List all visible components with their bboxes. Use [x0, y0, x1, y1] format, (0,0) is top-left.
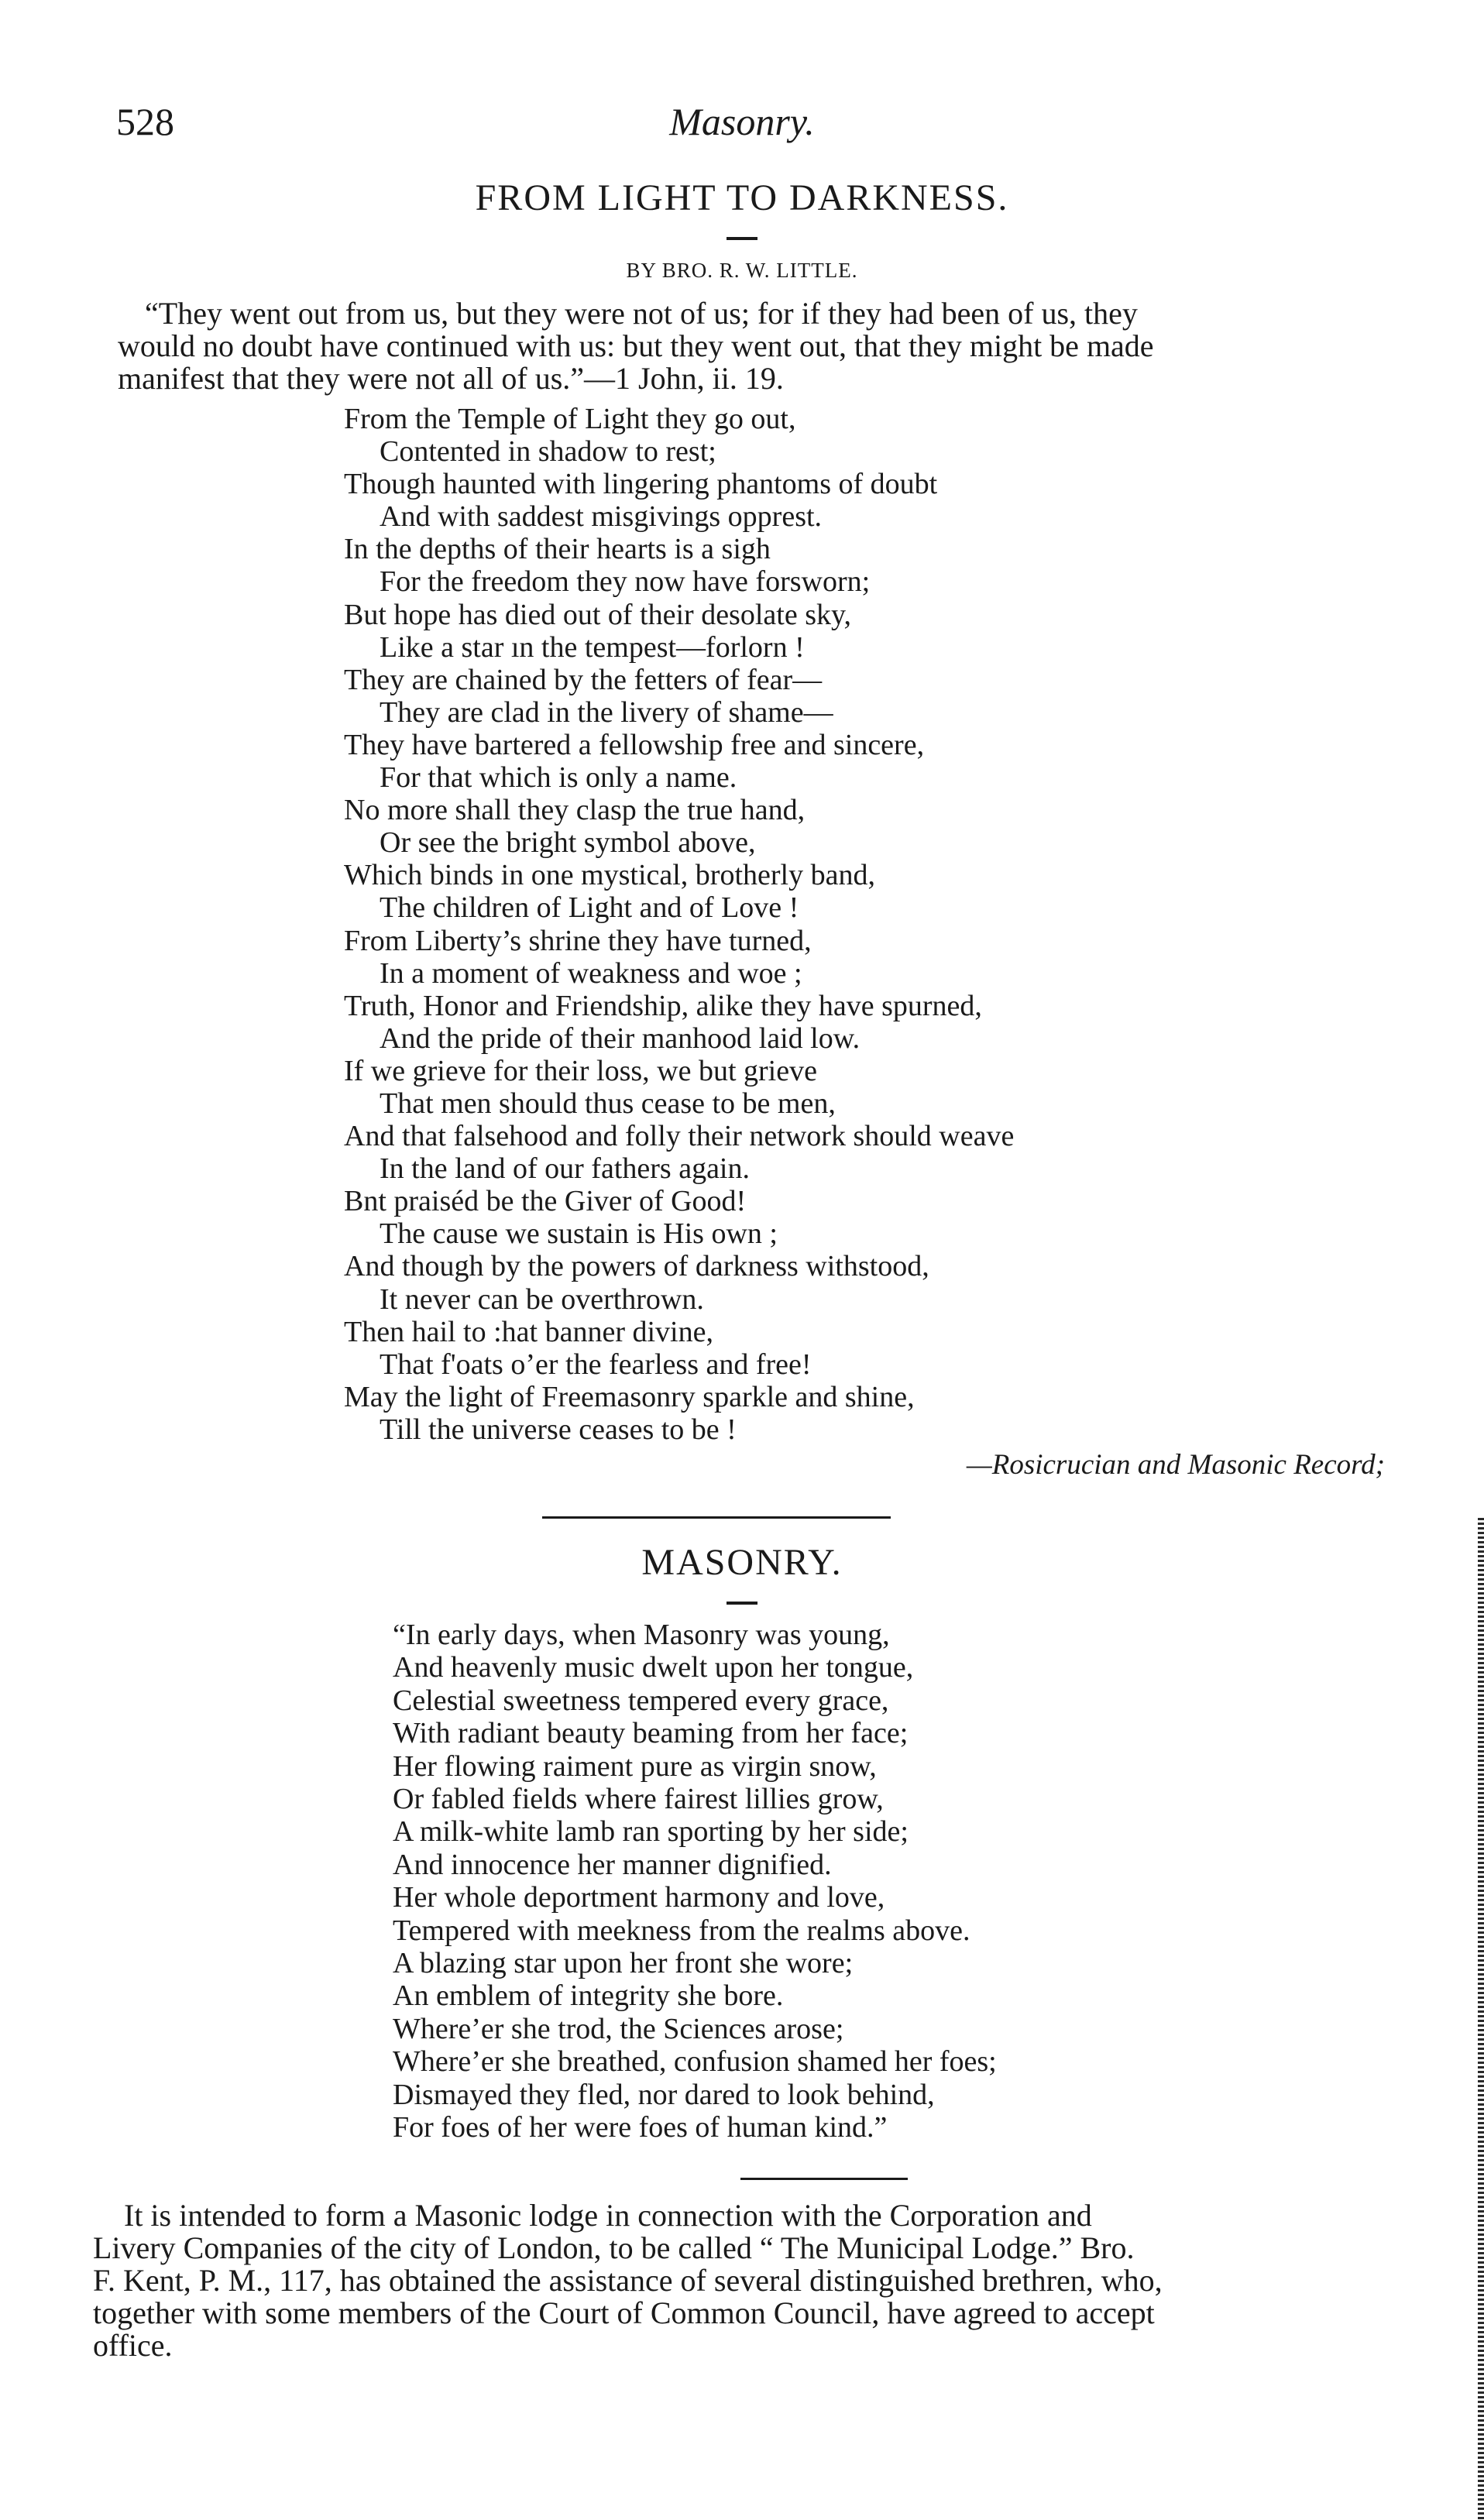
epigraph-line: would no doubt have continued with us: but they went out, that they might be made — [118, 328, 1154, 363]
verse-line: Where’er she breathed, confusion shamed her foes; — [393, 2045, 997, 2079]
article-title: FROM LIGHT TO DARKNESS. — [475, 177, 1009, 218]
note-line: F. Kent, P. M., 117, has obtained the assistance of several distinguished brethren, who, — [93, 2263, 1163, 2298]
verse-line: Till the universe ceases to be ! — [380, 1413, 737, 1446]
verse-line: For that which is only a name. — [380, 761, 737, 795]
verse-line: That f'oats o’er the fearless and free! — [380, 1348, 812, 1381]
verse-line: And with saddest misgivings opprest. — [380, 500, 823, 534]
verse-line: “In early days, when Masonry was young, — [393, 1619, 890, 1651]
note-line: office. — [93, 2328, 173, 2363]
verse-line: They are chained by the fetters of fear— — [344, 663, 823, 696]
verse-line: But hope has died out of their desolate sky, — [344, 598, 852, 631]
verse-line: Which binds in one mystical, brotherly band, — [344, 859, 875, 892]
verse-line: Bnt praiséd be the Giver of Good! — [344, 1185, 747, 1218]
note-line: It is intended to form a Masonic lodge in connection with the Corporation and — [124, 2198, 1092, 2233]
verse-line: A blazing star upon her front she wore; — [393, 1947, 854, 1980]
verse-line: And though by the powers of darkness withstood, — [344, 1250, 929, 1283]
verse-line: Then hail to :hat banner divine, — [344, 1315, 713, 1348]
verse-line: They are clad in the livery of shame— — [380, 695, 833, 729]
verse-line: And the pride of their manhood laid low. — [380, 1021, 861, 1055]
verse-line: And heavenly music dwelt upon her tongue, — [393, 1651, 914, 1684]
verse-line: In the depths of their hearts is a sigh — [344, 533, 771, 566]
poem-verse — [344, 403, 1351, 1446]
title-dash — [727, 1602, 757, 1605]
section-divider — [740, 2178, 908, 2180]
page-binding-edge — [1478, 1518, 1484, 2520]
verse-line: With radiant beauty beaming from her face; — [393, 1717, 909, 1750]
epigraph — [118, 297, 1388, 395]
title-dash — [727, 237, 757, 240]
poem-verse — [393, 1619, 1400, 2144]
verse-line: They have bartered a fellowship free and sincere, — [344, 728, 925, 761]
verse-line: That men should thus cease to be men, — [380, 1087, 836, 1120]
byline: BY BRO. R. W. LITTLE. — [626, 259, 858, 282]
note-line: Livery Companies of the city of London, to be called “ The Municipal Lodge.” Bro. — [93, 2230, 1135, 2265]
verse-line: For the freedom they now have forsworn; — [380, 565, 871, 599]
verse-line: A milk-white lamb ran sporting by her side; — [393, 1815, 909, 1849]
running-title: Masonry. — [669, 100, 815, 143]
verse-line: In the land of our fathers again. — [380, 1152, 750, 1186]
verse-line: An emblem of integrity she bore. — [393, 1979, 784, 2013]
verse-line: Dismayed they fled, nor dared to look behind, — [393, 2078, 935, 2111]
verse-line: For foes of her were foes of human kind.” — [393, 2111, 888, 2144]
verse-line: The children of Light and of Love ! — [380, 891, 799, 925]
verse-line: Or see the bright symbol above, — [380, 826, 756, 860]
verse-line: Like a star ın the tempest—forlorn ! — [380, 630, 805, 664]
article-title: MASONRY. — [641, 1542, 843, 1583]
verse-line: The cause we sustain is His own ; — [380, 1217, 778, 1251]
note-line: together with some members of the Court of Common Council, have agreed to accept — [93, 2295, 1155, 2330]
verse-line: Contented in shadow to rest; — [380, 435, 716, 469]
page-number: 528 — [116, 100, 174, 143]
verse-line: Truth, Honor and Friendship, alike they have spurned, — [344, 989, 982, 1022]
verse-line: Tempered with meekness from the realms above. — [393, 1914, 970, 1947]
verse-line: Her flowing raiment pure as virgin snow, — [393, 1749, 877, 1783]
epigraph-line: “They went out from us, but they were not of us; for if they had been of us, they — [145, 296, 1138, 331]
verse-line: Or fabled fields where fairest lillies grow, — [393, 1783, 884, 1816]
verse-line: Her whole deportment harmony and love, — [393, 1881, 885, 1914]
verse-line: It never can be overthrown. — [380, 1282, 704, 1316]
verse-line: Though haunted with lingering phantoms of doubt — [344, 468, 938, 501]
verse-line: Celestial sweetness tempered every grace, — [393, 1684, 889, 1717]
epigraph-line: manifest that they were not all of us.”—1 John, ii. 19. — [118, 361, 784, 396]
verse-line: No more shall they clasp the true hand, — [344, 794, 806, 827]
verse-line: And that falsehood and folly their network should weave — [344, 1120, 1015, 1153]
verse-line: If we grieve for their loss, we but grieve — [344, 1054, 817, 1087]
news-note — [93, 2199, 1372, 2362]
section-divider — [542, 1516, 891, 1519]
verse-line: In a moment of weakness and woe ; — [380, 956, 802, 990]
attribution: —Rosicrucian and Masonic Record; — [966, 1449, 1385, 1481]
verse-line: May the light of Freemasonry sparkle and shine, — [344, 1380, 915, 1413]
verse-line: Where’er she trod, the Sciences arose; — [393, 2012, 844, 2045]
verse-line: From Liberty’s shrine they have turned, — [344, 924, 812, 957]
verse-line: And innocence her manner dignified. — [393, 1848, 832, 1881]
verse-line: From the Temple of Light they go out, — [344, 403, 796, 435]
